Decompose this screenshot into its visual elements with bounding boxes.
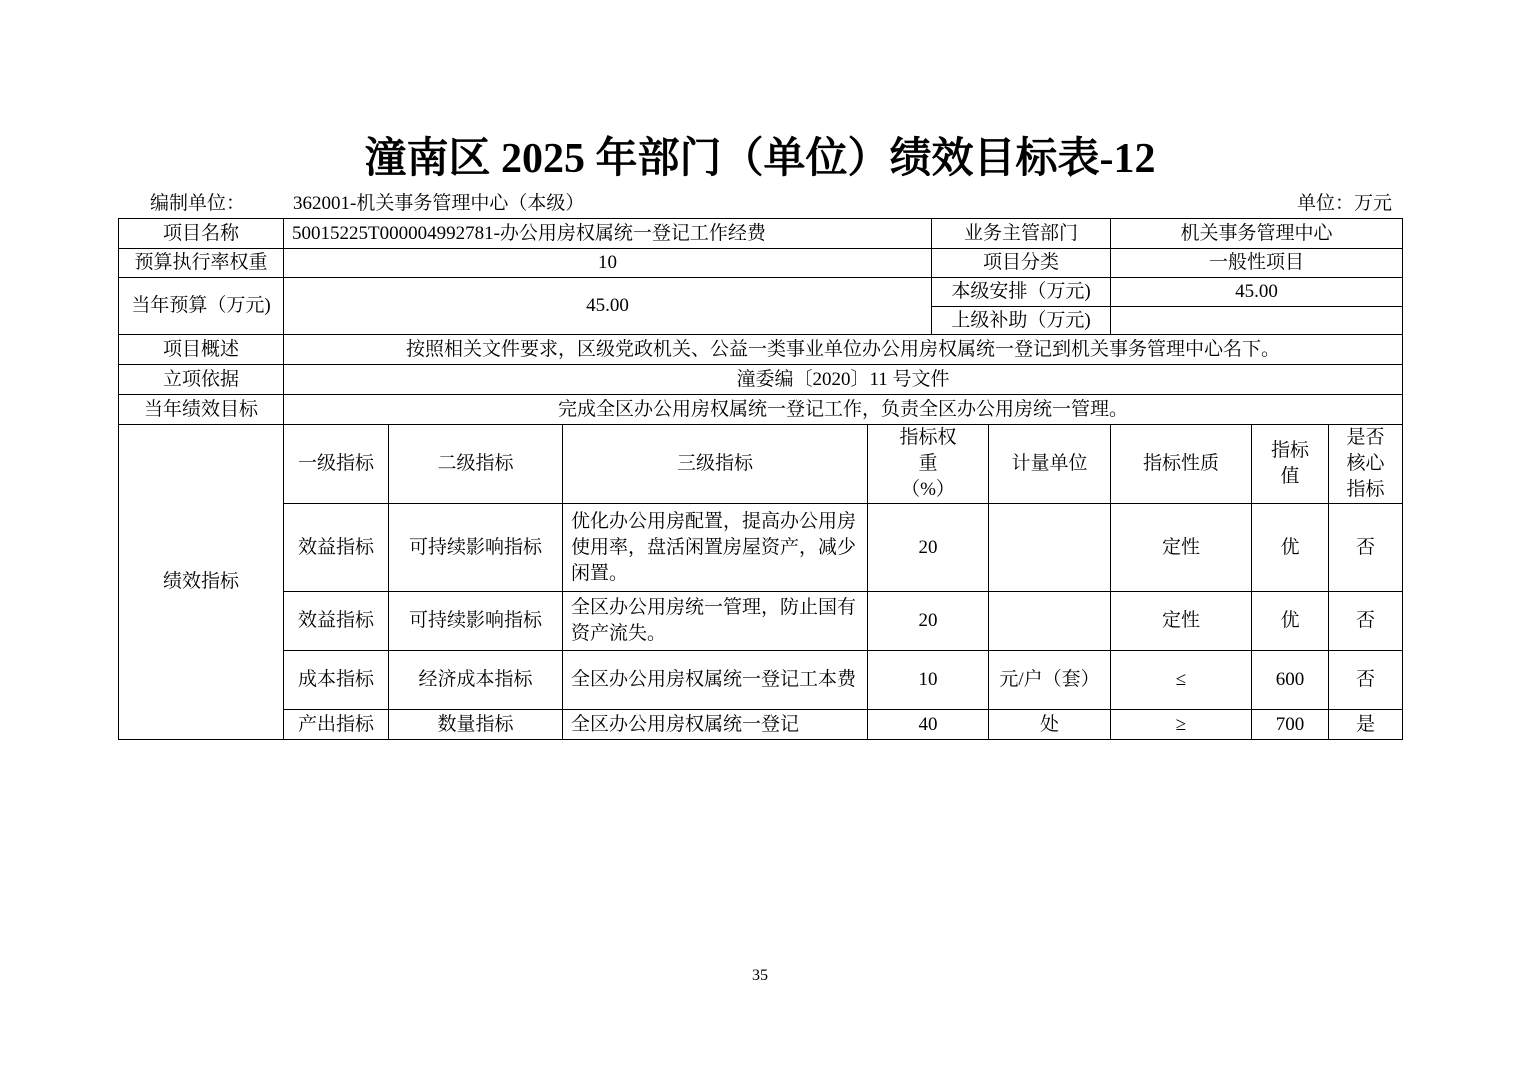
table-row [119,710,1403,740]
table-row-overview [119,335,1403,365]
goal-value: 完成全区办公用房权属统一登记工作，负责全区办公用房统一管理。 [284,395,1403,425]
unit-cell: 元/户（套） [989,651,1111,710]
level2-cell: 可持续影响指标 [389,592,563,651]
goal-label: 当年绩效目标 [119,395,284,425]
table-row [119,651,1403,710]
header-nature: 指标性质 [1111,425,1252,504]
table-row-budget [119,278,1403,307]
header-level1: 一级指标 [284,425,389,504]
header-unit: 计量单位 [989,425,1111,504]
unit-cell: 处 [989,710,1111,740]
nature-cell: 定性 [1111,592,1252,651]
local-value: 45.00 [1111,278,1403,307]
level1-cell: 成本指标 [284,651,389,710]
unit-cell [989,592,1111,651]
overview-label: 项目概述 [119,335,284,365]
header-value: 指标值 [1252,425,1329,504]
table-row-exec-weight [119,249,1403,278]
level3-cell: 优化办公用房配置，提高办公用房使用率，盘活闲置房屋资产，减少闲置。 [563,504,868,592]
level2-cell: 可持续影响指标 [389,504,563,592]
header-weight: 指标权重（%） [868,425,989,504]
core-cell: 是 [1329,710,1403,740]
upper-label: 上级补助（万元) [932,307,1111,335]
category-value: 一般性项目 [1111,249,1403,278]
upper-value [1111,307,1403,335]
nature-cell: ≤ [1111,651,1252,710]
dept-value: 机关事务管理中心 [1111,219,1403,249]
core-cell: 否 [1329,592,1403,651]
basis-value: 潼委编〔2020〕11 号文件 [284,365,1403,395]
table-row-goal [119,395,1403,425]
project-name-value: 50015225T000004992781-办公用房权属统一登记工作经费 [284,219,932,249]
header-core: 是否核心指标 [1329,425,1403,504]
value-cell: 优 [1252,592,1329,651]
budget-label: 当年预算（万元) [119,278,284,335]
table-row [119,592,1403,651]
indicator-header-row [119,425,1403,504]
unit-label: 单位：万元 [1296,193,1392,214]
header-level2: 二级指标 [389,425,563,504]
project-name-label: 项目名称 [119,219,284,249]
value-cell: 700 [1252,710,1329,740]
value-cell: 600 [1252,651,1329,710]
overview-value: 按照相关文件要求，区级党政机关、公益一类事业单位办公用房权属统一登记到机关事务管理中心名下。 [284,335,1403,365]
org-label: 编制单位： [150,193,246,214]
meta-row [118,192,1402,216]
indicator-section-label: 绩效指标 [119,425,284,740]
table-row-basis [119,365,1403,395]
nature-cell: 定性 [1111,504,1252,592]
basis-label: 立项依据 [119,365,284,395]
level1-cell: 效益指标 [284,504,389,592]
unit-cell [989,504,1111,592]
weight-cell: 20 [868,504,989,592]
exec-weight-value: 10 [284,249,932,278]
org-value: 362001-机关事务管理中心（本级） [293,193,585,214]
table-row-project-name [119,219,1403,249]
level2-cell: 经济成本指标 [389,651,563,710]
exec-weight-label: 预算执行率权重 [119,249,284,278]
level2-cell: 数量指标 [389,710,563,740]
level3-cell: 全区办公用房权属统一登记 [563,710,868,740]
nature-cell: ≥ [1111,710,1252,740]
core-cell: 否 [1329,504,1403,592]
header-level3: 三级指标 [563,425,868,504]
weight-cell: 40 [868,710,989,740]
level1-cell: 效益指标 [284,592,389,651]
core-cell: 否 [1329,651,1403,710]
page-title: 潼南区 2025 年部门（单位）绩效目标表-12 [364,136,1156,182]
weight-cell: 10 [868,651,989,710]
local-label: 本级安排（万元) [932,278,1111,307]
table-row [119,504,1403,592]
performance-table [118,218,1403,740]
level1-cell: 产出指标 [284,710,389,740]
level3-cell: 全区办公用房权属统一登记工本费 [563,651,868,710]
budget-value: 45.00 [284,278,932,335]
dept-label: 业务主管部门 [932,219,1111,249]
page-number: 35 [752,967,768,984]
value-cell: 优 [1252,504,1329,592]
weight-cell: 20 [868,592,989,651]
category-label: 项目分类 [932,249,1111,278]
level3-cell: 全区办公用房统一管理，防止国有资产流失。 [563,592,868,651]
